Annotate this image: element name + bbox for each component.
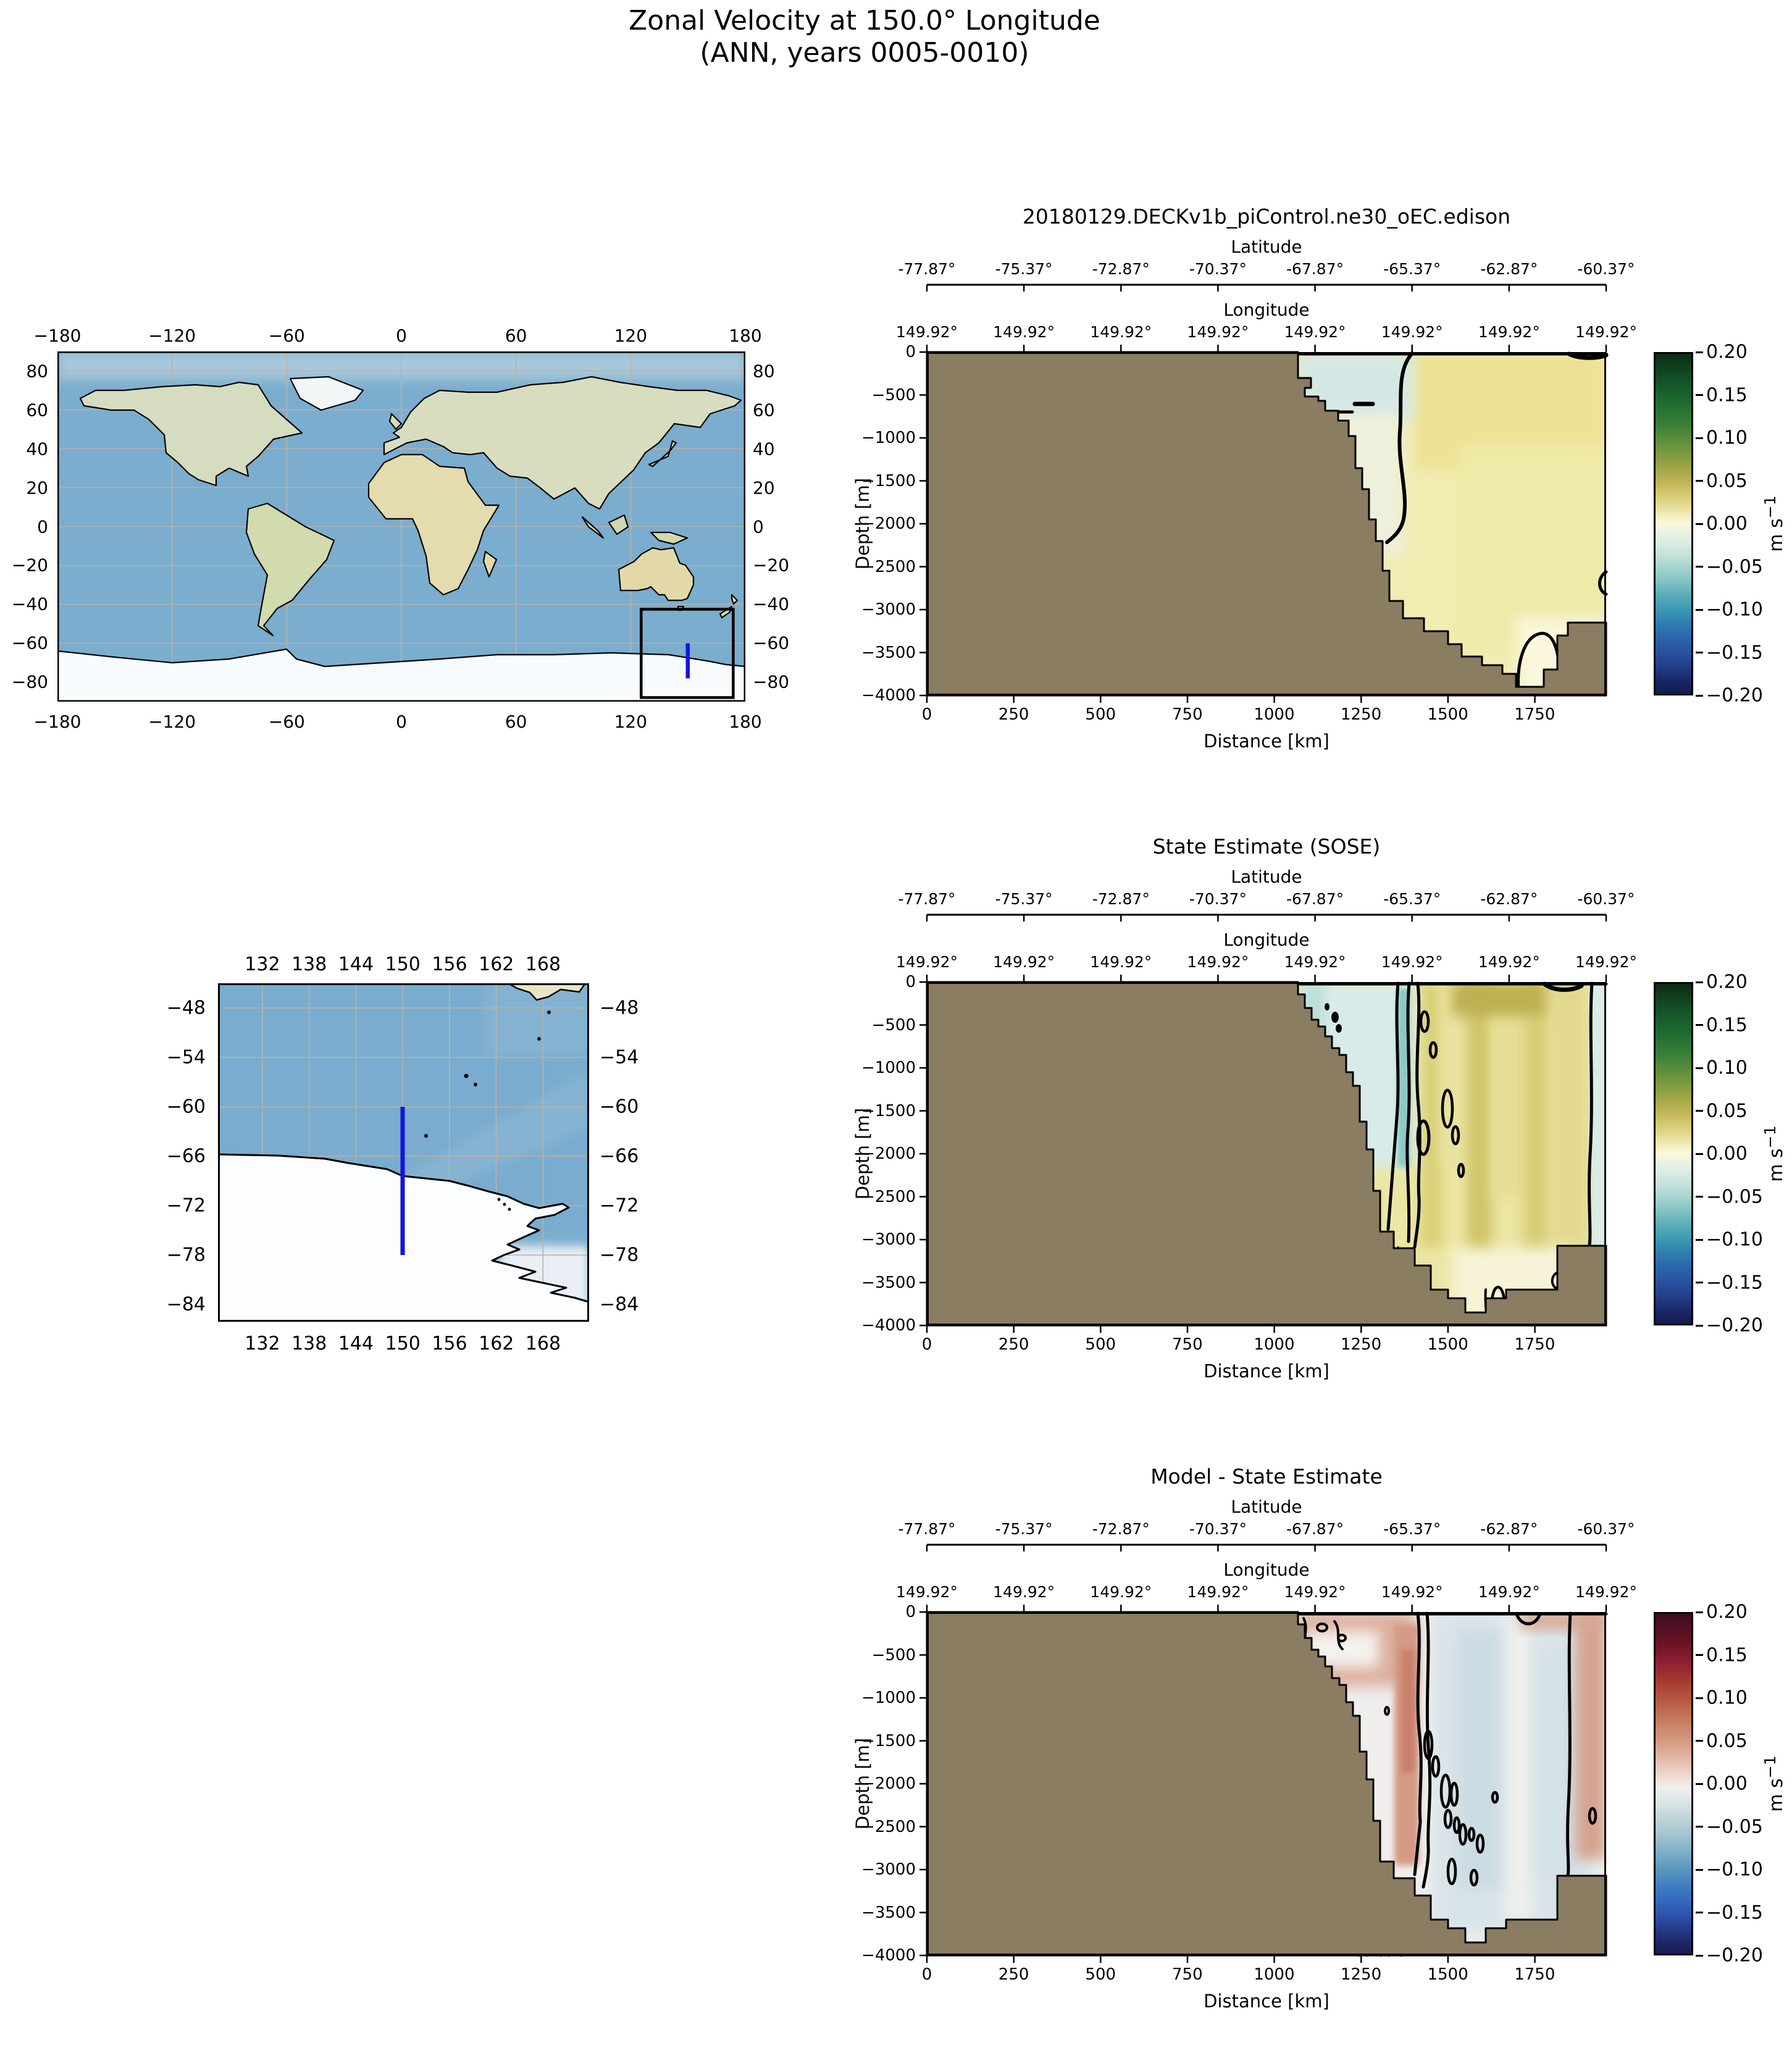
tick-label: -77.87° [898, 260, 956, 278]
tick-label: -60.37° [1577, 1520, 1635, 1538]
tick-label: 1000 [1254, 705, 1295, 724]
zoom-map-left-ticks [119, 983, 206, 1322]
tick-label: 0.00 [1706, 1143, 1748, 1165]
unit-exponent: −1 [1761, 495, 1779, 519]
tick-label: -72.87° [1092, 890, 1150, 908]
tick-label: 138 [291, 954, 327, 975]
tick-label: 250 [998, 1965, 1029, 1984]
unit-base: m s [1765, 518, 1787, 552]
tick-label: 0.20 [1706, 1601, 1748, 1623]
tick-label: -70.37° [1189, 260, 1247, 278]
figure-title [0, 5, 1729, 69]
figure-title-line2: (ANN, years 0005-0010) [700, 36, 1029, 69]
tick-label: 149.92° [1381, 1583, 1443, 1601]
tick-label: −2000 [861, 514, 916, 533]
tick-label: -70.37° [1189, 1520, 1247, 1538]
tick-label: −0.15 [1706, 642, 1763, 663]
tick-label: 0.05 [1706, 1100, 1748, 1122]
tick-label: 0.05 [1706, 1730, 1748, 1752]
tick-label: −72 [166, 1195, 206, 1217]
tick-label: −4000 [861, 1946, 916, 1965]
tick-label: 0.00 [1706, 513, 1748, 535]
tick-label: −500 [871, 385, 916, 405]
tick-label: 0 [753, 516, 764, 537]
tick-label: −3000 [861, 1860, 916, 1879]
tick-label: −60 [753, 632, 790, 653]
tick-label: −72 [600, 1195, 639, 1217]
tick-label: 1500 [1427, 705, 1468, 724]
tick-label: 149.92° [1090, 1583, 1152, 1601]
tick-label: 750 [1172, 1335, 1203, 1354]
tick-label: 80 [753, 361, 775, 381]
tick-label: 149.92° [1090, 323, 1152, 341]
tick-label: −1500 [861, 1731, 916, 1750]
tick-label: 60 [26, 400, 48, 420]
tick-label: -62.87° [1480, 260, 1538, 278]
tick-label: −0.10 [1706, 1228, 1763, 1251]
distance-tick-labels [921, 1335, 1606, 1354]
tick-label: 138 [291, 1333, 327, 1354]
latitude-axis-line [927, 913, 1606, 923]
tick-label: 149.92° [993, 1583, 1055, 1601]
tick-label: -72.87° [1092, 1520, 1150, 1538]
tick-label: 60 [753, 400, 775, 420]
tick-label: −0.05 [1706, 1816, 1763, 1837]
tick-label: 1000 [1254, 1335, 1295, 1354]
colorbar-unit [1761, 1125, 1787, 1182]
tick-label: −54 [600, 1046, 639, 1069]
colorbar-unit [1761, 1755, 1787, 1812]
unit-base: m s [1765, 1148, 1787, 1182]
tick-label: 144 [338, 1333, 374, 1354]
zoom-map-graphic [218, 983, 589, 1322]
tick-label: −120 [148, 712, 196, 732]
longitude-tick-labels [896, 953, 1637, 972]
tick-label: −80 [753, 671, 790, 692]
world-map-bottom-ticks [33, 712, 762, 732]
tick-label: −2000 [861, 1774, 916, 1793]
distance-tick-labels [921, 1965, 1606, 1984]
tick-label: -62.87° [1480, 890, 1538, 908]
tick-label: 750 [1172, 705, 1203, 724]
section-panel-model [852, 201, 1792, 806]
unit-exponent: −1 [1761, 1125, 1779, 1149]
tick-label: 120 [614, 712, 648, 732]
longitude-axis-title: Longitude [1223, 300, 1310, 320]
longitude-tick-labels [896, 1583, 1637, 1602]
tick-label: 168 [525, 954, 561, 975]
tick-label: -67.87° [1286, 890, 1344, 908]
tick-label: 149.92° [1478, 1583, 1540, 1601]
tick-label: 0.10 [1706, 1687, 1748, 1709]
tick-label: 250 [998, 1335, 1029, 1354]
tick-label: -65.37° [1383, 1520, 1441, 1538]
colorbar [1654, 1612, 1693, 1955]
tick-label: 0 [396, 712, 407, 732]
tick-label: 40 [753, 439, 775, 459]
tick-label: -70.37° [1189, 890, 1247, 908]
tick-label: 60 [505, 325, 527, 346]
tick-label: −54 [166, 1046, 206, 1069]
tick-label: −0.10 [1706, 1858, 1763, 1881]
tick-label: 0.10 [1706, 1057, 1748, 1079]
latitude-tick-labels [898, 260, 1635, 279]
tick-label: 0 [921, 1335, 932, 1354]
tick-label: 0 [905, 973, 916, 991]
tick-label: 20 [753, 477, 775, 498]
tick-label: −1500 [861, 1101, 916, 1120]
latitude-tick-labels [898, 890, 1635, 909]
tick-label: −3500 [861, 1903, 916, 1922]
tick-label: 0.05 [1706, 470, 1748, 492]
tick-label: −1000 [861, 1059, 916, 1077]
x-axis-label: Distance [km] [1204, 731, 1329, 752]
tick-label: -60.37° [1577, 260, 1635, 278]
tick-label: 1250 [1340, 1965, 1382, 1984]
tick-label: 0 [396, 325, 407, 346]
tick-label: −0.20 [1706, 684, 1763, 707]
section-plot-sose [927, 982, 1606, 1325]
tick-label: −60 [268, 712, 305, 732]
tick-label: 0 [921, 1965, 932, 1984]
distance-tick-labels [921, 705, 1606, 724]
latitude-axis-line [927, 1543, 1606, 1553]
panel-title: 20180129.DECKv1b_piControl.ne30_oEC.edison [1022, 204, 1511, 229]
tick-label: −0.20 [1706, 1314, 1763, 1337]
tick-label: 149.92° [1187, 1583, 1249, 1601]
tick-label: 149.92° [993, 323, 1055, 341]
tick-label: −48 [600, 997, 639, 1019]
world-map-top-ticks [33, 325, 762, 346]
latitude-axis-line [927, 283, 1606, 293]
world-map-left-ticks [0, 351, 48, 702]
tick-label: -65.37° [1383, 890, 1441, 908]
latitude-axis-title: Latitude [1231, 867, 1302, 887]
x-axis-label: Distance [km] [1204, 1361, 1329, 1382]
tick-label: -75.37° [995, 890, 1053, 908]
tick-label: -77.87° [898, 1520, 956, 1538]
tick-label: 180 [729, 712, 762, 732]
tick-label: −84 [166, 1293, 206, 1316]
tick-label: 149.92° [1284, 1583, 1346, 1601]
tick-label: 132 [245, 954, 280, 975]
tick-label: −20 [753, 555, 790, 576]
tick-label: 40 [26, 439, 48, 459]
tick-label: 149.92° [1381, 953, 1443, 971]
tick-label: −40 [11, 594, 48, 615]
tick-label: −1500 [861, 471, 916, 490]
tick-label: 1000 [1254, 1965, 1295, 1984]
tick-label: 162 [479, 1333, 514, 1354]
tick-label: 149.92° [896, 1583, 958, 1601]
tick-label: −84 [600, 1293, 639, 1316]
tick-label: 0.15 [1706, 384, 1748, 406]
y-axis-label: Depth [m] [852, 1107, 873, 1200]
tick-label: 500 [1085, 705, 1116, 724]
tick-label: −1000 [861, 429, 916, 447]
tick-label: 149.92° [993, 953, 1055, 971]
tick-label: −0.15 [1706, 1902, 1763, 1923]
tick-label: 149.92° [1575, 953, 1637, 971]
tick-label: 1750 [1514, 1965, 1555, 1984]
tick-label: 80 [26, 361, 48, 381]
tick-label: 144 [338, 954, 374, 975]
tick-label: -75.37° [995, 1520, 1053, 1538]
unit-base: m s [1765, 1778, 1787, 1812]
tick-label: −4000 [861, 1316, 916, 1335]
zoom-map-bottom-ticks [218, 1333, 589, 1354]
latitude-axis-title: Latitude [1231, 1497, 1302, 1517]
tick-label: 149.92° [1381, 323, 1443, 341]
tick-label: −78 [600, 1244, 639, 1266]
figure-title-line1: Zonal Velocity at 150.0° Longitude [629, 5, 1100, 36]
latitude-axis-title: Latitude [1231, 237, 1302, 257]
tick-label: 0 [905, 343, 916, 361]
tick-label: 1250 [1340, 705, 1382, 724]
tick-label: −2000 [861, 1144, 916, 1163]
section-plot-difference [927, 1612, 1606, 1955]
tick-label: −60 [11, 632, 48, 653]
tick-label: 0.00 [1706, 1773, 1748, 1795]
tick-label: 250 [998, 705, 1029, 724]
colorbar-unit [1761, 495, 1787, 552]
panel-title: State Estimate (SOSE) [1152, 834, 1381, 859]
tick-label: 1500 [1427, 1335, 1468, 1354]
tick-label: −0.10 [1706, 598, 1763, 621]
tick-label: -77.87° [898, 890, 956, 908]
tick-label: 149.92° [1575, 323, 1637, 341]
world-map-graphic [57, 351, 745, 702]
tick-label: 149.92° [896, 323, 958, 341]
tick-label: −2500 [861, 1187, 916, 1206]
tick-label: −180 [33, 325, 82, 346]
tick-label: −4000 [861, 686, 916, 705]
tick-label: −80 [11, 671, 48, 692]
tick-label: 60 [505, 712, 527, 732]
tick-label: -60.37° [1577, 890, 1635, 908]
zoom-map-right-ticks [600, 983, 686, 1322]
section-plot-model [927, 352, 1606, 695]
tick-label: −78 [166, 1244, 206, 1266]
world-map-panel [11, 325, 790, 732]
tick-label: −1000 [861, 1689, 916, 1707]
y-axis-label: Depth [m] [852, 477, 873, 570]
tick-label: −48 [166, 997, 206, 1019]
tick-label: −120 [148, 325, 196, 346]
tick-label: 1250 [1340, 1335, 1382, 1354]
tick-label: 1750 [1514, 1335, 1555, 1354]
tick-label: 150 [385, 1333, 421, 1354]
tick-label: 1750 [1514, 705, 1555, 724]
tick-label: 0 [37, 516, 48, 537]
tick-label: 132 [245, 1333, 280, 1354]
zoom-map-panel [166, 954, 639, 1354]
tick-label: 149.92° [1284, 323, 1346, 341]
tick-label: 0 [905, 1603, 916, 1621]
zoom-map-top-ticks [218, 954, 589, 975]
tick-label: 149.92° [1478, 953, 1540, 971]
x-axis-label: Distance [km] [1204, 1991, 1329, 2012]
tick-label: −60 [166, 1096, 206, 1118]
tick-label: −60 [600, 1096, 639, 1118]
tick-label: 149.92° [1187, 323, 1249, 341]
tick-label: 120 [614, 325, 648, 346]
tick-label: -65.37° [1383, 260, 1441, 278]
tick-label: −3000 [861, 1230, 916, 1249]
tick-label: 750 [1172, 1965, 1203, 1984]
tick-label: 0.15 [1706, 1644, 1748, 1666]
tick-label: 0.15 [1706, 1014, 1748, 1036]
tick-label: −500 [871, 1015, 916, 1035]
tick-label: 0 [921, 705, 932, 724]
tick-label: −0.05 [1706, 556, 1763, 577]
tick-label: −0.05 [1706, 1186, 1763, 1207]
tick-label: 150 [385, 954, 421, 975]
unit-exponent: −1 [1761, 1755, 1779, 1779]
tick-label: 149.92° [1090, 953, 1152, 971]
tick-label: −3500 [861, 643, 916, 662]
tick-label: 149.92° [1187, 953, 1249, 971]
tick-label: -67.87° [1286, 1520, 1344, 1538]
section-panel-sose [852, 831, 1792, 1436]
world-map-right-ticks [753, 351, 839, 702]
latitude-tick-labels [898, 1520, 1635, 1539]
tick-label: 500 [1085, 1335, 1116, 1354]
tick-label: −66 [600, 1145, 639, 1167]
longitude-axis-title: Longitude [1223, 930, 1310, 950]
tick-label: 180 [729, 325, 762, 346]
tick-label: 1500 [1427, 1965, 1468, 1984]
tick-label: 149.92° [1284, 953, 1346, 971]
longitude-tick-labels [896, 323, 1637, 342]
tick-label: −3500 [861, 1273, 916, 1292]
tick-label: 149.92° [1478, 323, 1540, 341]
tick-label: 0.10 [1706, 427, 1748, 449]
tick-label: 500 [1085, 1965, 1116, 1984]
tick-label: −180 [33, 712, 82, 732]
tick-label: −0.20 [1706, 1944, 1763, 1967]
y-axis-label: Depth [m] [852, 1737, 873, 1830]
tick-label: 156 [432, 1333, 467, 1354]
tick-label: −0.15 [1706, 1272, 1763, 1293]
tick-label: −500 [871, 1645, 916, 1665]
colorbar [1654, 982, 1693, 1325]
tick-label: 156 [432, 954, 467, 975]
section-panel-difference [852, 1461, 1792, 2066]
tick-label: -75.37° [995, 260, 1053, 278]
tick-label: −2500 [861, 1817, 916, 1836]
tick-label: 0.20 [1706, 971, 1748, 993]
longitude-axis-title: Longitude [1223, 1560, 1310, 1580]
tick-label: −3000 [861, 600, 916, 619]
tick-label: 149.92° [896, 953, 958, 971]
panel-title: Model - State Estimate [1150, 1464, 1383, 1489]
tick-label: −66 [166, 1145, 206, 1167]
tick-label: −20 [11, 555, 48, 576]
tick-label: 168 [525, 1333, 561, 1354]
tick-label: -67.87° [1286, 260, 1344, 278]
tick-label: -62.87° [1480, 1520, 1538, 1538]
colorbar [1654, 352, 1693, 695]
tick-label: 149.92° [1575, 1583, 1637, 1601]
tick-label: -72.87° [1092, 260, 1150, 278]
tick-label: −60 [268, 325, 305, 346]
tick-label: 0.20 [1706, 341, 1748, 363]
tick-label: 162 [479, 954, 514, 975]
tick-label: 20 [26, 477, 48, 498]
tick-label: −40 [753, 594, 790, 615]
tick-label: −2500 [861, 557, 916, 576]
